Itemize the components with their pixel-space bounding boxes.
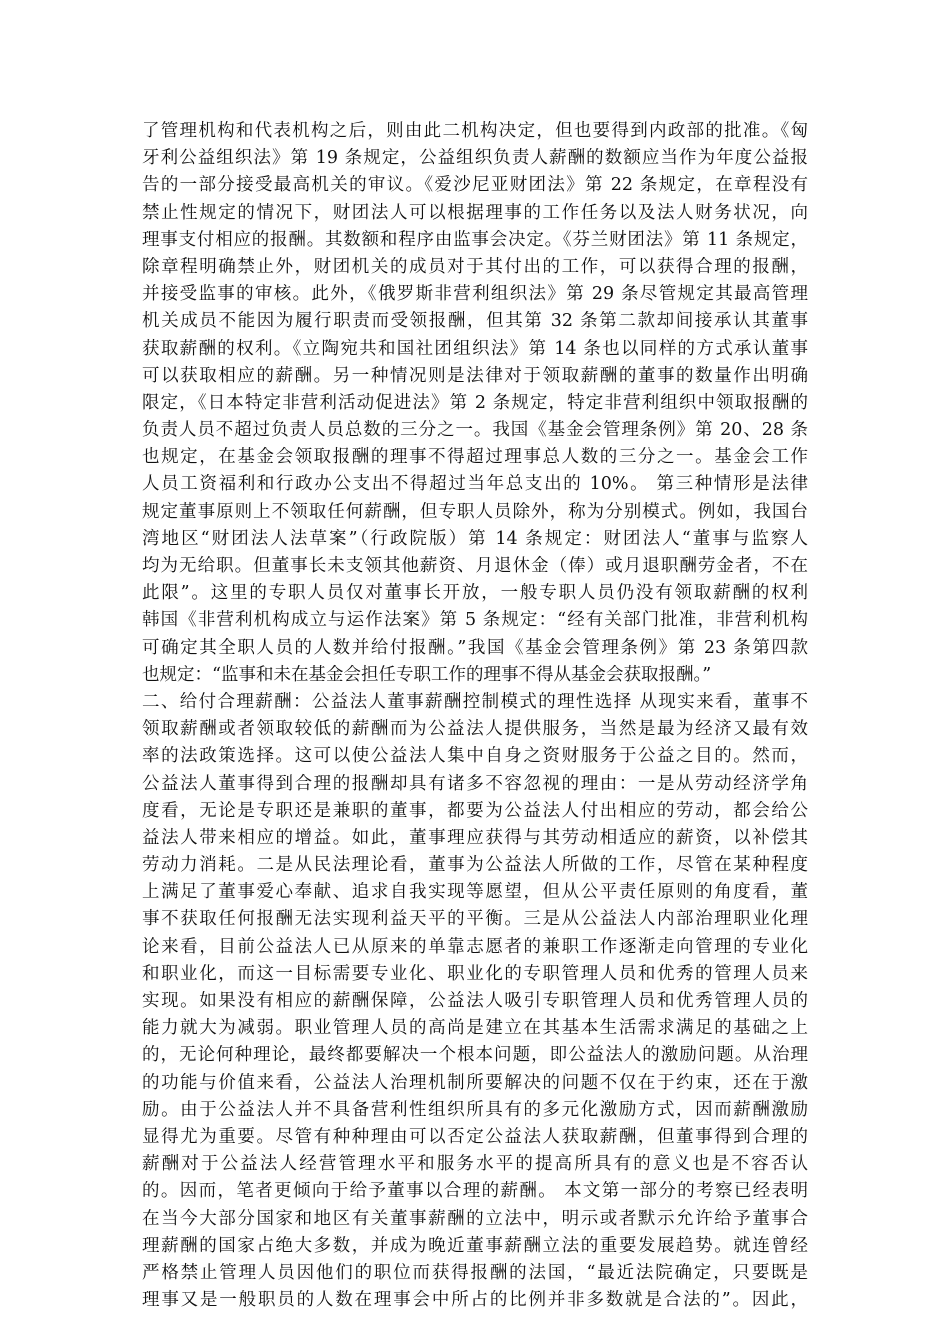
text-line-29: 上满足了董事爱心奉献、追求自我实现等愿望，但从公平责任原则的角度看，董: [142, 882, 808, 903]
text-line-25: 公益法人董事得到合理的报酬却具有诸多不容忽视的理由：一是从劳动经济学角: [142, 773, 808, 794]
text-line-42: 理薪酬的国家占绝大多数，并成为晚近董事薪酬立法的重要发展趋势。就连曾经: [142, 1235, 808, 1256]
text-line-3: 告的一部分接受最高机关的审议。《爱沙尼亚财团法》第 22 条规定，在章程没有: [142, 175, 808, 196]
text-line-41: 在当今大部分国家和地区有关董事薪酬的立法中，明示或者默示允许给予董事合: [142, 1208, 808, 1229]
text-line-24: 率的法政策选择。这可以使公益法人集中自身之资财服务于公益之目的。然而，: [142, 746, 808, 767]
text-line-7: 并接受监事的审核。此外，《俄罗斯非营利组织法》第 29 条尽管规定其最高管理: [142, 284, 808, 305]
text-line-38: 显得尤为重要。尽管有种种理由可以否定公益法人获取薪酬，但董事得到合理的: [142, 1126, 808, 1147]
text-line-19: 韩国《非营利机构成立与运作法案》第 5 条规定：“经有关部门批准，非营利机构: [142, 610, 808, 631]
text-line-21: 也规定：“监事和未在基金会担任专职工作的理事不得从基金会获取报酬。”: [142, 664, 712, 685]
text-line-14: 人员工资福利和行政办公支出不得超过当年总支出的 10%。 第三种情形是法律: [142, 474, 808, 495]
text-line-33: 实现。如果没有相应的薪酬保障，公益法人吸引专职管理人员和优秀管理人员的: [142, 991, 808, 1011]
text-line-8: 机关成员不能因为履行职责而受领报酬，但其第 32 条第二款却间接承认其董事: [142, 311, 808, 332]
text-line-9: 获取薪酬的权利。《立陶宛共和国社团组织法》第 14 条也以同样的方式承认董事: [142, 338, 808, 359]
text-line-23: 领取薪酬或者领取较低的薪酬而为公益法人提供服务，当然是最为经济又最有效: [142, 719, 808, 740]
text-line-37: 励。由于公益法人并不具备营利性组织所具有的多元化激励方式，因而薪酬激励: [142, 1099, 808, 1120]
text-line-17: 均为无给职。但董事长未支领其他薪资、月退休金（俸）或月退职酬劳金者，不在: [142, 556, 808, 576]
text-line-2: 牙利公益组织法》第 19 条规定，公益组织负责人薪酬的数额应当作为年度公益报: [142, 148, 808, 169]
text-line-32: 和职业化，而这一目标需要专业化、职业化的专职管理人员和优秀的管理人员来: [142, 963, 808, 984]
text-line-13: 也规定，在基金会领取报酬的理事不得超过理事总人数的三分之一。基金会工作: [142, 447, 808, 468]
text-line-40: 的。因而，笔者更倾向于给予董事以合理的薪酬。 本文第一部分的考察已经表明: [142, 1181, 808, 1202]
text-line-36: 的功能与价值来看，公益法人治理机制所要解决的问题不仅在于约束，还在于激: [142, 1072, 808, 1093]
text-line-27: 益法人带来相应的增益。如此，董事理应获得与其劳动相适应的薪资，以补偿其: [142, 827, 808, 848]
text-line-20: 可确定其全职人员的人数并给付报酬。”我国《基金会管理条例》第 23 条第四款: [142, 637, 808, 658]
text-line-35: 的，无论何种理论，最终都要解决一个根本问题，即公益法人的激励问题。从治理: [142, 1045, 808, 1066]
section-heading-line: 二、给付合理薪酬：公益法人董事薪酬控制模式的理性选择 从现实来看，董事不: [142, 691, 808, 712]
text-line-16: 湾地区“财团法人法草案”（行政院版）第 14 条规定：财团法人“董事与监察人: [142, 528, 808, 549]
text-line-18: 此限”。这里的专职人员仅对董事长开放，一般专职人员仍没有领取薪酬的权利: [142, 583, 808, 604]
text-line-6: 除章程明确禁止外，财团机关的成员对于其付出的工作，可以获得合理的报酬，: [142, 256, 808, 277]
text-line-10: 可以获取相应的薪酬。另一种情况则是法律对于领取薪酬的董事的数量作出明确: [142, 365, 808, 386]
text-line-43: 严格禁止管理人员因他们的职位而获得报酬的法国，“最近法院确定，只要既是: [142, 1262, 808, 1283]
text-line-15: 规定董事原则上不领取任何薪酬，但专职人员除外，称为分别模式。例如，我国台: [142, 501, 808, 522]
text-line-31: 论来看，目前公益法人已从原来的单靠志愿者的兼职工作逐渐走向管理的专业化: [142, 936, 808, 957]
text-line-1: 了管理机构和代表机构之后，则由此二机构决定，但也要得到内政部的批准。《匈: [142, 121, 808, 141]
document-page: [142, 118, 808, 1314]
text-line-44: 理事又是一般职员的人数在理事会中所占的比例并非多数就是合法的”。因此，: [142, 1290, 808, 1311]
text-line-4: 禁止性规定的情况下，财团法人可以根据理事的工作任务以及法人财务状况，向: [142, 202, 808, 223]
text-line-12: 负责人员不超过负责人员总数的三分之一。我国《基金会管理条例》第 20、28 条: [142, 420, 808, 441]
text-line-39: 薪酬对于公益法人经营管理水平和服务水平的提高所具有的意义也是不容否认: [142, 1154, 808, 1175]
text-line-11: 限定，《日本特定非营利活动促进法》第 2 条规定，特定非营利组织中领取报酬的: [142, 392, 808, 413]
text-line-5: 理事支付相应的报酬。其数额和程序由监事会决定。《芬兰财团法》第 11 条规定，: [142, 229, 808, 250]
text-line-30: 事不获取任何报酬无法实现利益天平的平衡。三是从公益法人内部治理职业化理: [142, 909, 808, 930]
text-line-26: 度看，无论是专职还是兼职的董事，都要为公益法人付出相应的劳动，都会给公: [142, 800, 808, 821]
text-line-34: 能力就大为减弱。职业管理人员的高尚是建立在其基本生活需求满足的基础之上: [142, 1018, 808, 1039]
text-line-28: 劳动力消耗。二是从民法理论看，董事为公益法人所做的工作，尽管在某种程度: [142, 855, 808, 876]
